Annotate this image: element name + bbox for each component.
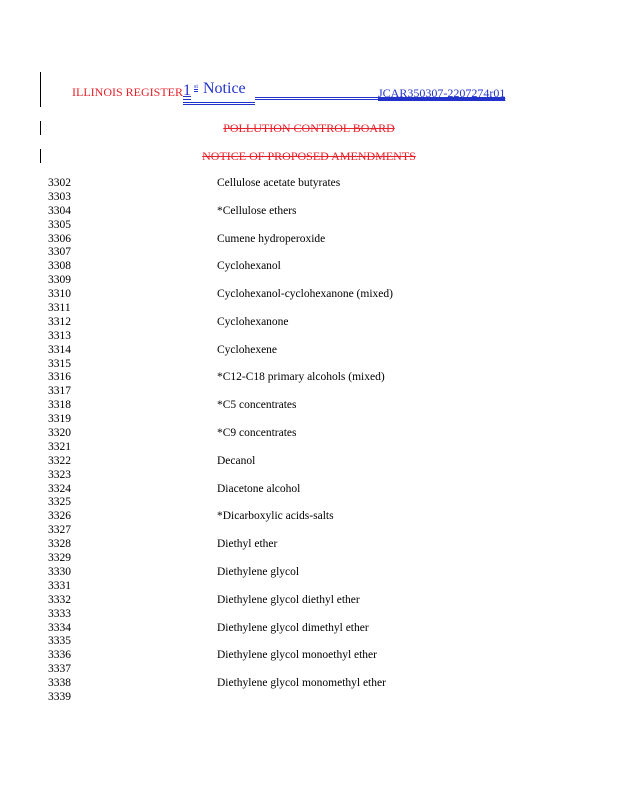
line-number: 3337 xyxy=(48,663,71,676)
line-text: Cyclohexanone xyxy=(217,315,289,328)
document-line xyxy=(48,552,568,566)
line-number: 3334 xyxy=(48,621,71,634)
line-number: 3305 xyxy=(48,218,71,231)
document-line xyxy=(48,288,568,302)
notice-title: NOTICE OF PROPOSED AMENDMENTS xyxy=(202,149,416,163)
document-line xyxy=(48,358,568,372)
document-line xyxy=(48,524,568,538)
document-line xyxy=(48,635,568,649)
line-number: 3320 xyxy=(48,427,71,440)
document-line xyxy=(48,427,568,441)
page-header xyxy=(72,82,512,102)
line-text: *Cellulose ethers xyxy=(217,204,297,217)
line-text: *Dicarboxylic acids-salts xyxy=(217,510,334,523)
document-line xyxy=(48,663,568,677)
document-line xyxy=(48,177,568,191)
line-text: *C12-C18 primary alcohols (mixed) xyxy=(217,371,385,384)
document-line xyxy=(48,677,568,691)
line-number: 3324 xyxy=(48,482,71,495)
line-text: Diacetone alcohol xyxy=(217,482,301,495)
document-line xyxy=(48,274,568,288)
document-line xyxy=(48,496,568,510)
numbered-lines xyxy=(48,177,568,705)
document-line xyxy=(48,260,568,274)
document-line xyxy=(48,302,568,316)
line-number: 3338 xyxy=(48,677,71,690)
change-bar xyxy=(40,72,41,107)
header-underline xyxy=(183,102,255,105)
line-number: 3335 xyxy=(48,635,71,648)
document-line xyxy=(48,399,568,413)
line-number: 3306 xyxy=(48,232,71,245)
document-line xyxy=(48,594,568,608)
line-number: 3318 xyxy=(48,399,71,412)
line-number: 3319 xyxy=(48,413,71,426)
document-line xyxy=(48,566,568,580)
document-line xyxy=(48,316,568,330)
line-text: Diethylene glycol dimethyl ether xyxy=(217,621,369,634)
line-number: 3314 xyxy=(48,343,71,356)
document-line xyxy=(48,649,568,663)
document-line xyxy=(48,191,568,205)
line-text: Cyclohexanol-cyclohexanone (mixed) xyxy=(217,288,393,301)
document-line xyxy=(48,538,568,552)
line-number: 3321 xyxy=(48,440,71,453)
line-number: 3330 xyxy=(48,565,71,578)
document-line xyxy=(48,233,568,247)
issue-number-suffix: st xyxy=(194,84,199,90)
line-number: 3331 xyxy=(48,579,71,592)
line-number: 3313 xyxy=(48,329,71,342)
line-number: 3312 xyxy=(48,315,71,328)
document-line xyxy=(48,622,568,636)
line-text: Cellulose acetate butyrates xyxy=(217,177,341,189)
line-number: 3316 xyxy=(48,371,71,384)
line-number: 3326 xyxy=(48,510,71,523)
line-text: Decanol xyxy=(217,454,256,467)
line-text: Diethylene glycol monomethyl ether xyxy=(217,677,386,690)
agency-title: POLLUTION CONTROL BOARD xyxy=(223,121,395,135)
document-line xyxy=(48,413,568,427)
line-number: 3307 xyxy=(48,246,71,259)
document-line xyxy=(48,385,568,399)
line-text: *C5 concentrates xyxy=(217,399,297,412)
line-number: 3317 xyxy=(48,385,71,398)
line-number: 3323 xyxy=(48,468,71,481)
line-text: Diethyl ether xyxy=(217,538,278,551)
line-number: 3325 xyxy=(48,496,71,509)
line-number: 3339 xyxy=(48,690,71,703)
line-text: Diethylene glycol xyxy=(217,565,300,578)
document-line xyxy=(48,219,568,233)
register-label: ILLINOIS REGISTER xyxy=(72,85,183,99)
line-number: 3310 xyxy=(48,288,71,301)
document-line xyxy=(48,246,568,260)
document-line xyxy=(48,510,568,524)
notice-label: Notice xyxy=(203,80,246,97)
line-number: 3315 xyxy=(48,357,71,370)
line-number: 3332 xyxy=(48,593,71,606)
document-line xyxy=(48,205,568,219)
line-number: 3302 xyxy=(48,177,71,189)
line-text: Diethylene glycol diethyl ether xyxy=(217,593,360,606)
line-number: 3329 xyxy=(48,552,71,565)
document-line xyxy=(48,608,568,622)
document-line xyxy=(48,441,568,455)
document-line xyxy=(48,455,568,469)
document-line xyxy=(48,483,568,497)
issue-number: 1 xyxy=(183,82,191,99)
line-number: 3304 xyxy=(48,204,71,217)
line-text: Cumene hydroperoxide xyxy=(217,232,326,245)
line-number: 3333 xyxy=(48,607,71,620)
line-number: 3336 xyxy=(48,649,71,662)
document-line xyxy=(48,580,568,594)
line-number: 3327 xyxy=(48,524,71,537)
document-line xyxy=(48,371,568,385)
line-text: Cyclohexene xyxy=(217,343,278,356)
document-line xyxy=(48,344,568,358)
line-number: 3308 xyxy=(48,260,71,273)
line-text: *C9 concentrates xyxy=(217,427,297,440)
line-text: Diethylene glycol monoethyl ether xyxy=(217,649,377,662)
line-number: 3328 xyxy=(48,538,71,551)
line-number: 3309 xyxy=(48,274,71,287)
document-line xyxy=(48,469,568,483)
line-number: 3311 xyxy=(48,302,71,315)
jcar-reference: JCAR350307-2207274r01 xyxy=(378,86,506,100)
document-line xyxy=(48,691,568,705)
document-line xyxy=(48,330,568,344)
line-text: Cyclohexanol xyxy=(217,260,281,273)
line-number: 3303 xyxy=(48,190,71,203)
line-number: 3322 xyxy=(48,454,71,467)
